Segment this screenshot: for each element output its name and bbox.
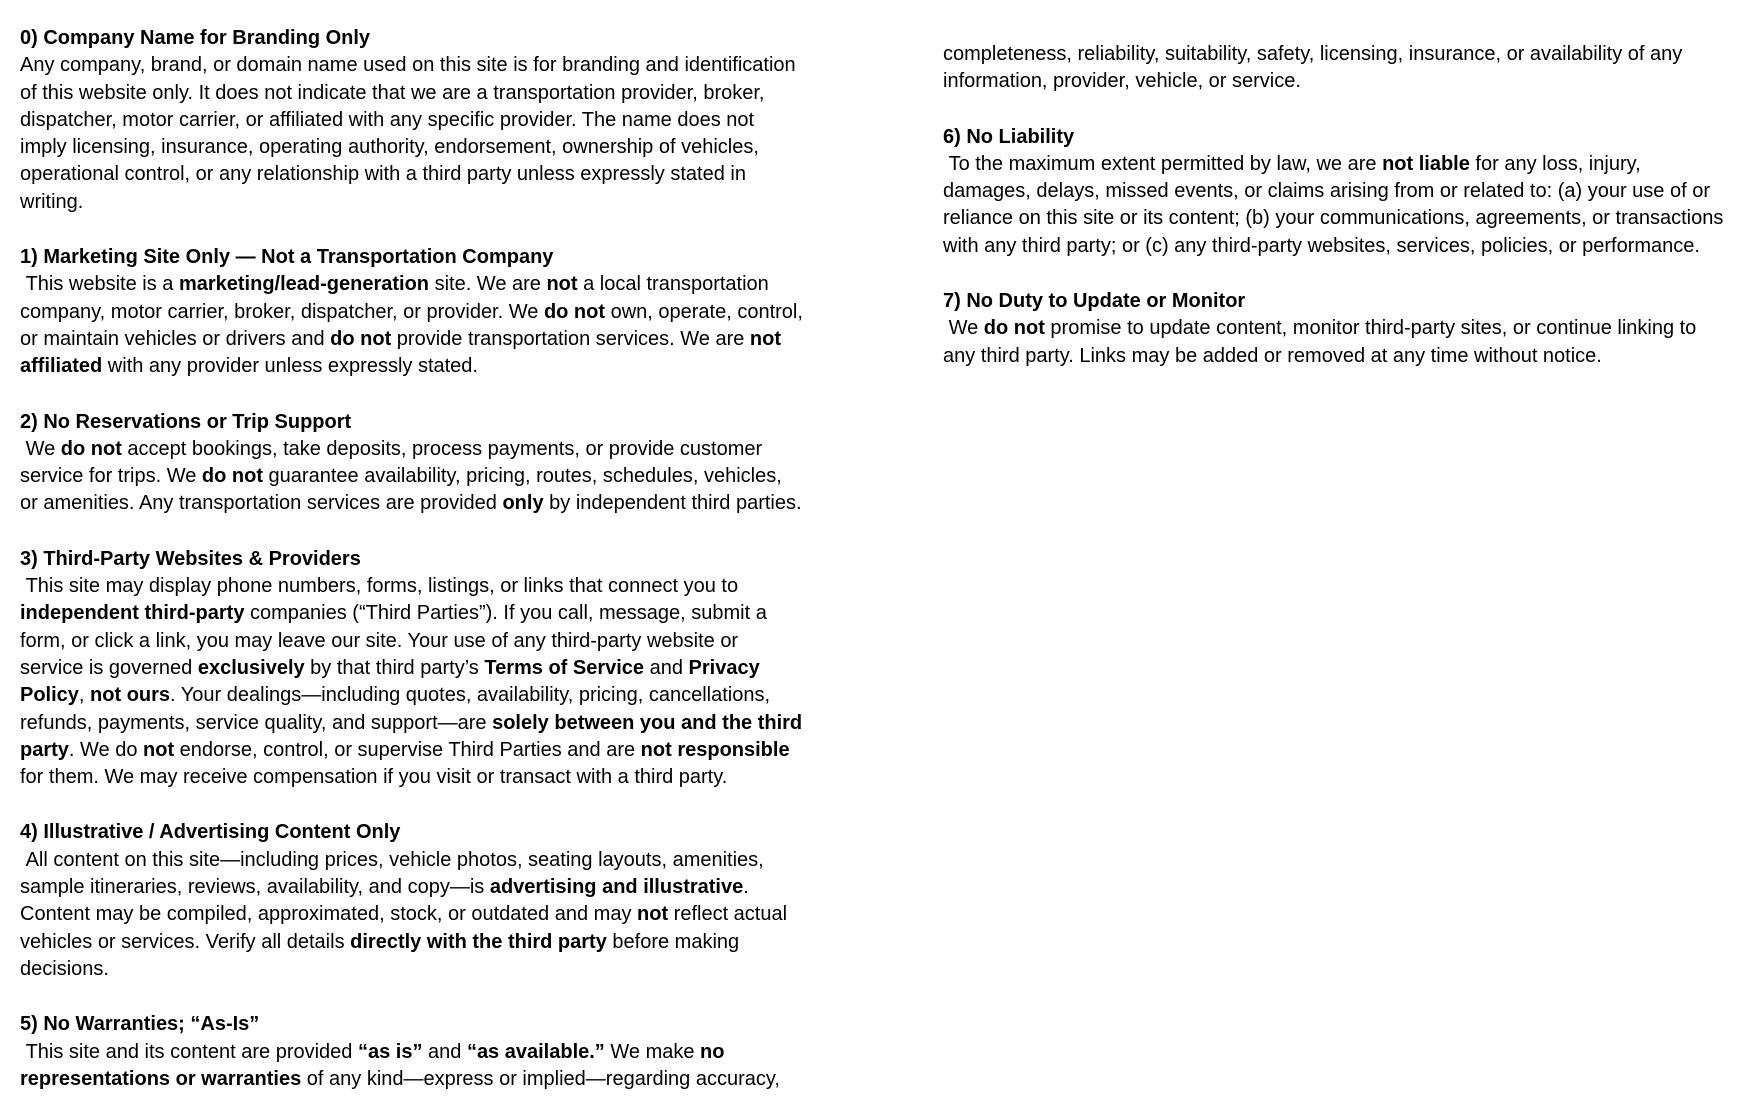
text-run: guarantee availability, pricing, routes, schedules, vehicles, or amenities. Any transportation services are provided [20, 465, 788, 515]
section-body [20, 436, 803, 518]
section-heading: 5) No Warranties; “As-Is” [20, 1013, 260, 1036]
text-run: of any kind—express or implied—regarding accuracy, [301, 1067, 780, 1090]
bold-text-run: independent third-party [20, 602, 245, 625]
bold-text-run: not affiliated [20, 327, 787, 378]
disclaimer-section [20, 244, 809, 380]
bold-text-run: not liable [1382, 152, 1470, 175]
bold-text-run: advertising and illustrative [489, 876, 744, 899]
text-run: We [20, 437, 61, 460]
text-run: We [943, 317, 984, 340]
bold-text-run: “as available.” [466, 1040, 605, 1063]
text-run: and [422, 1040, 467, 1063]
disclaimer-section [943, 124, 1729, 260]
disclaimer-section [20, 546, 808, 792]
disclaimer-section [20, 819, 803, 983]
text-run: reflect actual vehicles or services. Verify all details [20, 903, 793, 953]
bold-text-run: do not [201, 465, 263, 488]
bold-text-run: Privacy Policy [20, 656, 766, 707]
text-run: This site may display phone numbers, forms, listings, or links that connect you to [20, 575, 744, 598]
section-heading: 0) Company Name for Branding Only [20, 27, 371, 49]
text-run: , [78, 684, 91, 707]
text-run: To the maximum extent permitted by law, we are [943, 152, 1383, 175]
section-body [20, 573, 808, 791]
section-body [20, 271, 809, 380]
text-run: for any loss, injury, damages, delays, missed events, or claims arising from or related to: (a) your use of or reliance on this site or its content; (b) your communications, agreements, or transactions with any third party; or (c) any third-party websites, services, policies, or performance. [943, 152, 1729, 257]
bold-text-run: do not [330, 327, 392, 350]
section-heading: 7) No Duty to Update or Monitor [943, 290, 1246, 313]
section-body [943, 41, 1726, 96]
text-run: own, operate, control, or maintain vehicles or drivers and [20, 300, 809, 350]
disclaimer-section [20, 25, 803, 216]
section-body [943, 151, 1729, 260]
bold-text-run: no representations or warranties [20, 1040, 731, 1090]
text-run: We make [604, 1040, 701, 1063]
bold-text-run: exclusively [197, 656, 305, 679]
disclaimer-section [943, 288, 1726, 370]
bold-text-run: Terms of Service [484, 656, 645, 679]
bold-text-run: directly with the third party [350, 930, 607, 953]
bold-text-run: not [546, 273, 578, 296]
right-column [943, 0, 1729, 398]
bold-text-run: not [637, 903, 669, 926]
text-run: companies (“Third Parties”). If you call, message, submit a form, or click a link, you may leave our site. Your use of any third-party website or service is governed [20, 602, 773, 679]
text-run: This website is a [20, 273, 179, 296]
bold-text-run: do not [543, 300, 606, 323]
text-run: . Content may be compiled, approximated, stock, or outdated and may [20, 876, 755, 926]
text-run: provide transportation services. We are [391, 327, 750, 350]
bold-text-run: only [502, 492, 544, 515]
bold-text-run: “as is” [357, 1040, 423, 1063]
text-run: site. We are [429, 273, 547, 296]
section-body [20, 847, 803, 983]
text-run: before making decisions. [20, 930, 745, 980]
section-body [20, 1039, 803, 1094]
left-column [20, 0, 809, 1113]
section-heading: 3) Third-Party Websites & Providers [20, 547, 361, 570]
disclaimer-section [20, 1011, 803, 1093]
text-run: promise to update content, monitor third-party sites, or continue linking to any third party. Links may be added or removed at any time without notice. [943, 317, 1702, 367]
section-heading: 1) Marketing Site Only — Not a Transportation Company [20, 246, 554, 269]
section-body [943, 315, 1726, 370]
text-run: by independent third parties. [543, 492, 802, 515]
bold-text-run: marketing/lead-generation [178, 273, 430, 296]
text-run: and [644, 656, 689, 679]
text-run: Any company, brand, or domain name used on this site is for branding and identification of this website only. It does not indicate that we are a transportation provider, broker, dispatcher, motor carrier, or affiliated with any specific provider. The name does not imply licensing, insurance, operating authority, endorsement, ownership of vehicles, operational control, or any relationship with a third party unless expressly stated in writing. [20, 54, 802, 213]
text-run: endorse, control, or supervise Third Parties and are [174, 738, 641, 761]
text-run: All content on this site—including prices, vehicle photos, seating layouts, amenities, sample itineraries, reviews, availability, and copy—is [20, 848, 770, 899]
text-run: This site and its content are provided [20, 1040, 358, 1063]
section-heading: 2) No Reservations or Trip Support [20, 410, 352, 433]
bold-text-run: not ours [90, 684, 171, 707]
section-body [20, 52, 803, 216]
text-run: by that third party’s [304, 656, 485, 679]
text-run: a local transportation company, motor carrier, broker, dispatcher, or provider. We [20, 273, 775, 323]
bold-text-run: not responsible [640, 738, 790, 761]
section-heading: 6) No Liability [943, 125, 1075, 148]
text-run: completeness, reliability, suitability, safety, licensing, insurance, or availability of any information, provider, vehicle, or service. [943, 43, 1688, 93]
bold-text-run: do not [983, 317, 1045, 340]
disclaimer-section [943, 41, 1726, 96]
text-run: for them. We may receive compensation if you visit or transact with a third party. [20, 738, 796, 789]
text-run: accept bookings, take deposits, process payments, or provide customer service for trips. We [20, 437, 768, 488]
text-run: . We do [68, 738, 144, 761]
section-heading: 4) Illustrative / Advertising Content Only [20, 821, 401, 844]
text-run: with any provider unless expressly stated. [102, 355, 478, 378]
text-run: . Your dealings—including quotes, availability, pricing, cancellations, refunds, payments, service quality, and support—are [20, 684, 776, 734]
bold-text-run: do not [60, 437, 122, 460]
disclaimer-section [20, 409, 803, 518]
bold-text-run: solely between you and the third party [20, 711, 808, 761]
bold-text-run: not [143, 738, 175, 761]
